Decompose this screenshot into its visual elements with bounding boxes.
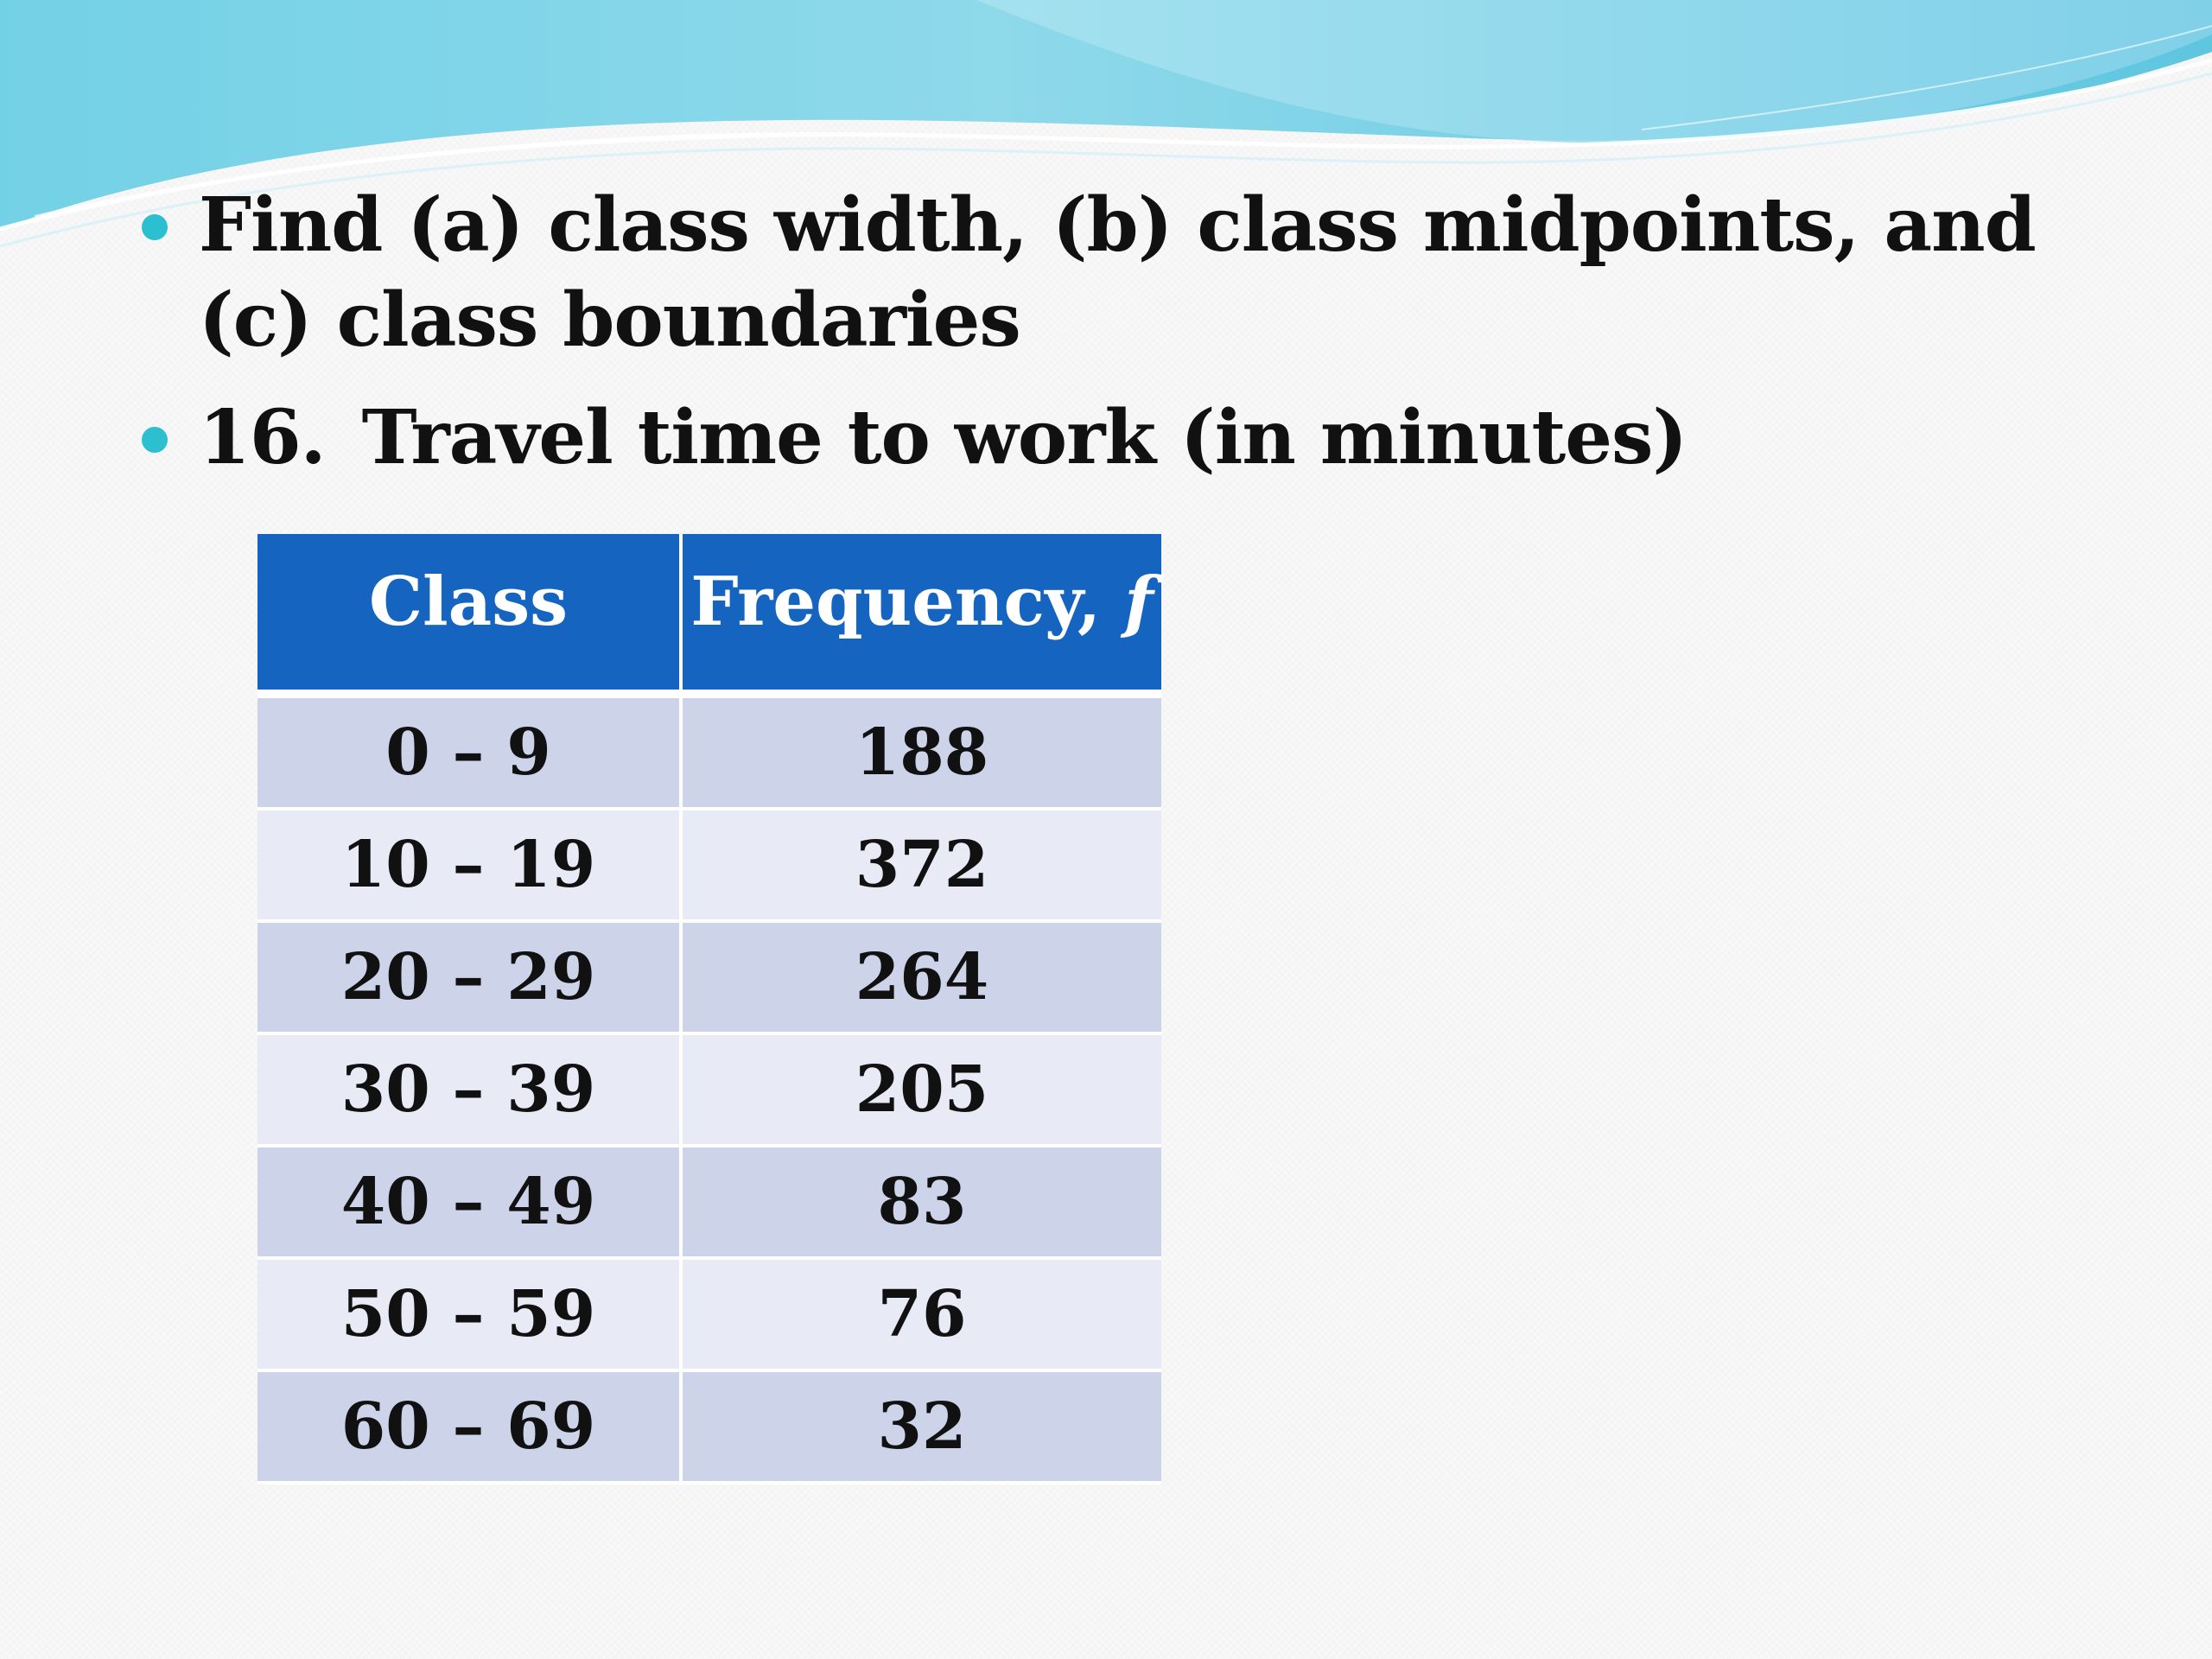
question-text: Travel time to work (in minutes)	[361, 394, 1688, 481]
table-row	[257, 1258, 1161, 1370]
frequency-cell: 83	[681, 1146, 1161, 1258]
class-cell: 20 – 29	[257, 921, 681, 1033]
table-row	[257, 694, 1161, 809]
frequency-cell: 76	[681, 1258, 1161, 1370]
class-cell: 60 – 69	[257, 1370, 681, 1483]
frequency-cell: 372	[681, 809, 1161, 921]
frequency-table	[257, 534, 1161, 1484]
bullet-dot-icon	[142, 214, 168, 240]
bullet-instruction	[199, 178, 2100, 368]
instruction-text: Find (a) class width, (b) class midpoints, and (c) class boundaries	[199, 181, 2036, 364]
table-row	[257, 1033, 1161, 1146]
question-number: 16.	[199, 394, 326, 481]
header-frequency	[681, 534, 1161, 694]
class-cell: 50 – 59	[257, 1258, 681, 1370]
header-class: Class	[257, 534, 681, 694]
table-row	[257, 809, 1161, 921]
table-header-row	[257, 534, 1161, 694]
table-row	[257, 1146, 1161, 1258]
header-frequency-label: Frequency,	[690, 562, 1125, 641]
bullet-question	[199, 391, 2100, 486]
frequency-cell: 188	[681, 694, 1161, 809]
table-row	[257, 1370, 1161, 1483]
table-row	[257, 921, 1161, 1033]
class-cell: 40 – 49	[257, 1146, 681, 1258]
bullet-dot-icon	[142, 427, 168, 453]
frequency-cell: 205	[681, 1033, 1161, 1146]
header-frequency-variable: f	[1124, 562, 1154, 641]
frequency-cell: 32	[681, 1370, 1161, 1483]
class-cell: 10 – 19	[257, 809, 681, 921]
class-cell: 0 – 9	[257, 694, 681, 809]
frequency-cell: 264	[681, 921, 1161, 1033]
class-cell: 30 – 39	[257, 1033, 681, 1146]
